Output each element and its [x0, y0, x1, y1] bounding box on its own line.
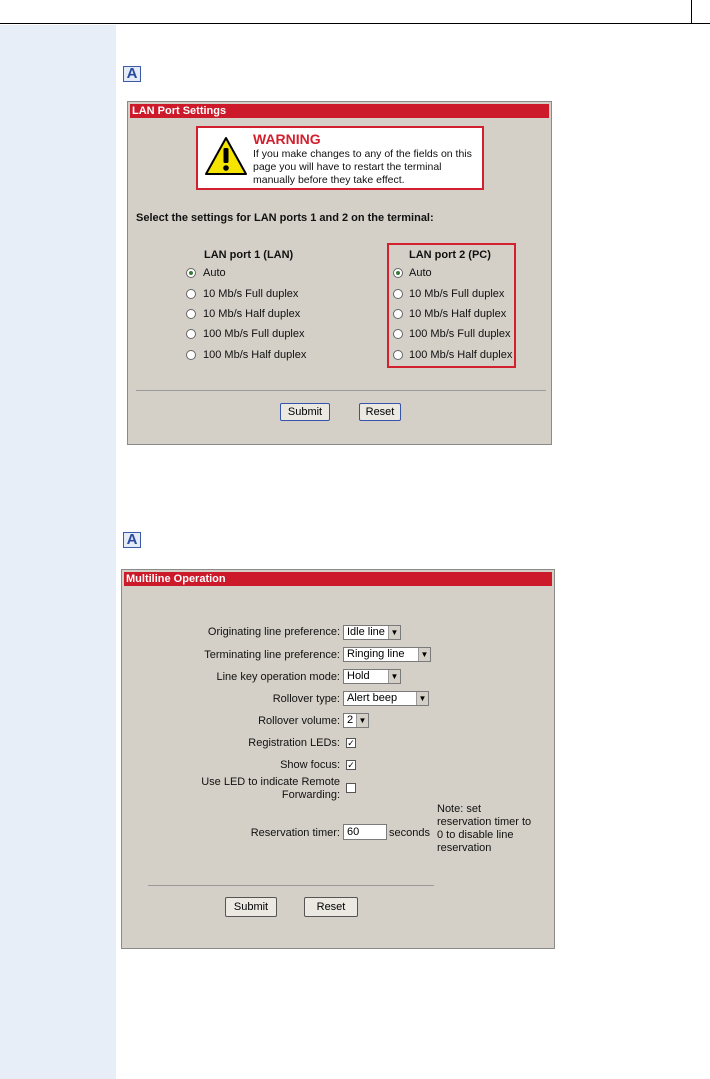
divider	[136, 390, 546, 391]
port2-radio-auto[interactable]	[393, 268, 403, 278]
port1-option-label: Auto	[203, 267, 226, 279]
line-key-select[interactable]	[343, 669, 401, 684]
divider	[148, 885, 434, 886]
rollover-type-select[interactable]	[343, 691, 429, 706]
panel-title: Multiline Operation	[124, 572, 552, 586]
remote-forwarding-checkbox[interactable]	[346, 783, 356, 793]
remote-forwarding-label-line1: Use LED to indicate Remote	[201, 776, 340, 788]
warning-text: If you make changes to any of the fields on this page you will have to restart the terminal manually before they take effect.	[253, 148, 472, 186]
rollover-type-value: Alert beep	[347, 692, 398, 704]
multiline-reset-button[interactable]: Reset	[304, 897, 358, 917]
port2-option-label: 10 Mb/s Full duplex	[409, 288, 505, 300]
registration-leds-checkbox[interactable]: ✓	[347, 738, 355, 748]
rollover-volume-select[interactable]	[343, 713, 369, 728]
line-key-value: Hold	[347, 670, 370, 682]
port2-option-label: 100 Mb/s Half duplex	[409, 349, 513, 361]
chevron-down-icon: ▼	[356, 714, 368, 727]
note-line: Note: set	[437, 803, 482, 815]
lan-reset-button[interactable]: Reset	[359, 403, 401, 421]
chevron-down-icon: ▼	[388, 626, 400, 639]
port1-radio-10-half[interactable]	[186, 309, 196, 319]
reservation-timer-input[interactable]: 60	[343, 824, 387, 840]
chevron-down-icon: ▼	[416, 692, 428, 705]
panel-title: LAN Port Settings	[130, 104, 549, 118]
terminating-select[interactable]	[343, 647, 431, 662]
originating-label: Originating line preference:	[207, 626, 340, 638]
port1-option-label: 10 Mb/s Half duplex	[203, 308, 301, 320]
rollover-volume-label: Rollover volume:	[258, 715, 340, 727]
port2-option-label: Auto	[409, 267, 432, 279]
remote-forwarding-label-line2: Forwarding:	[281, 789, 340, 801]
rollover-volume-value: 2	[347, 714, 354, 726]
chevron-down-icon: ▼	[388, 670, 400, 683]
port1-option-label: 100 Mb/s Full duplex	[203, 328, 305, 340]
port1-option-label: 10 Mb/s Full duplex	[203, 288, 299, 300]
header-rule	[0, 0, 710, 24]
port1-radio-auto[interactable]	[186, 268, 196, 278]
margin-sidebar	[0, 25, 116, 1079]
show-focus-label: Show focus:	[280, 759, 340, 771]
lan-instruction: Select the settings for LAN ports 1 and 2 on the terminal:	[136, 212, 434, 224]
warning-triangle-icon	[204, 136, 248, 176]
port1-radio-10-full[interactable]	[186, 289, 196, 299]
port2-header: LAN port 2 (PC)	[409, 249, 491, 261]
port2-radio-10-full[interactable]	[393, 289, 403, 299]
line-key-label: Line key operation mode:	[216, 671, 340, 683]
port1-radio-100-full[interactable]	[186, 329, 196, 339]
lan-submit-button[interactable]: Submit	[280, 403, 330, 421]
terminating-value: Ringing line	[347, 648, 405, 660]
terminating-label: Terminating line preference:	[204, 649, 340, 661]
multiline-submit-button[interactable]: Submit	[225, 897, 277, 917]
reservation-timer-label: Reservation timer:	[250, 827, 340, 839]
port2-radio-100-full[interactable]	[393, 329, 403, 339]
originating-value: Idle line	[347, 626, 385, 638]
registration-leds-label: Registration LEDs:	[248, 737, 340, 749]
multiline-operation-panel	[121, 569, 555, 949]
port2-option-label: 10 Mb/s Half duplex	[409, 308, 507, 320]
header-corner-line	[691, 0, 692, 24]
warning-title: WARNING	[253, 131, 321, 147]
lan-port-settings-panel	[127, 101, 552, 445]
port1-option-label: 100 Mb/s Half duplex	[203, 349, 307, 361]
show-focus-checkbox[interactable]: ✓	[347, 760, 355, 770]
port2-radio-100-half[interactable]	[393, 350, 403, 360]
originating-select[interactable]	[343, 625, 401, 640]
note-line: 0 to disable line	[437, 829, 514, 841]
marker-a-icon: A	[123, 66, 141, 82]
marker-a-icon: A	[123, 532, 141, 548]
reservation-unit: seconds	[389, 827, 430, 839]
note-line: reservation timer to	[437, 816, 532, 828]
port1-radio-100-half[interactable]	[186, 350, 196, 360]
note-line: reservation	[437, 842, 492, 854]
port2-radio-10-half[interactable]	[393, 309, 403, 319]
port2-option-label: 100 Mb/s Full duplex	[409, 328, 511, 340]
port1-header: LAN port 1 (LAN)	[204, 249, 294, 261]
chevron-down-icon: ▼	[418, 648, 430, 661]
warning-box	[196, 126, 484, 190]
rollover-type-label: Rollover type:	[272, 693, 340, 705]
